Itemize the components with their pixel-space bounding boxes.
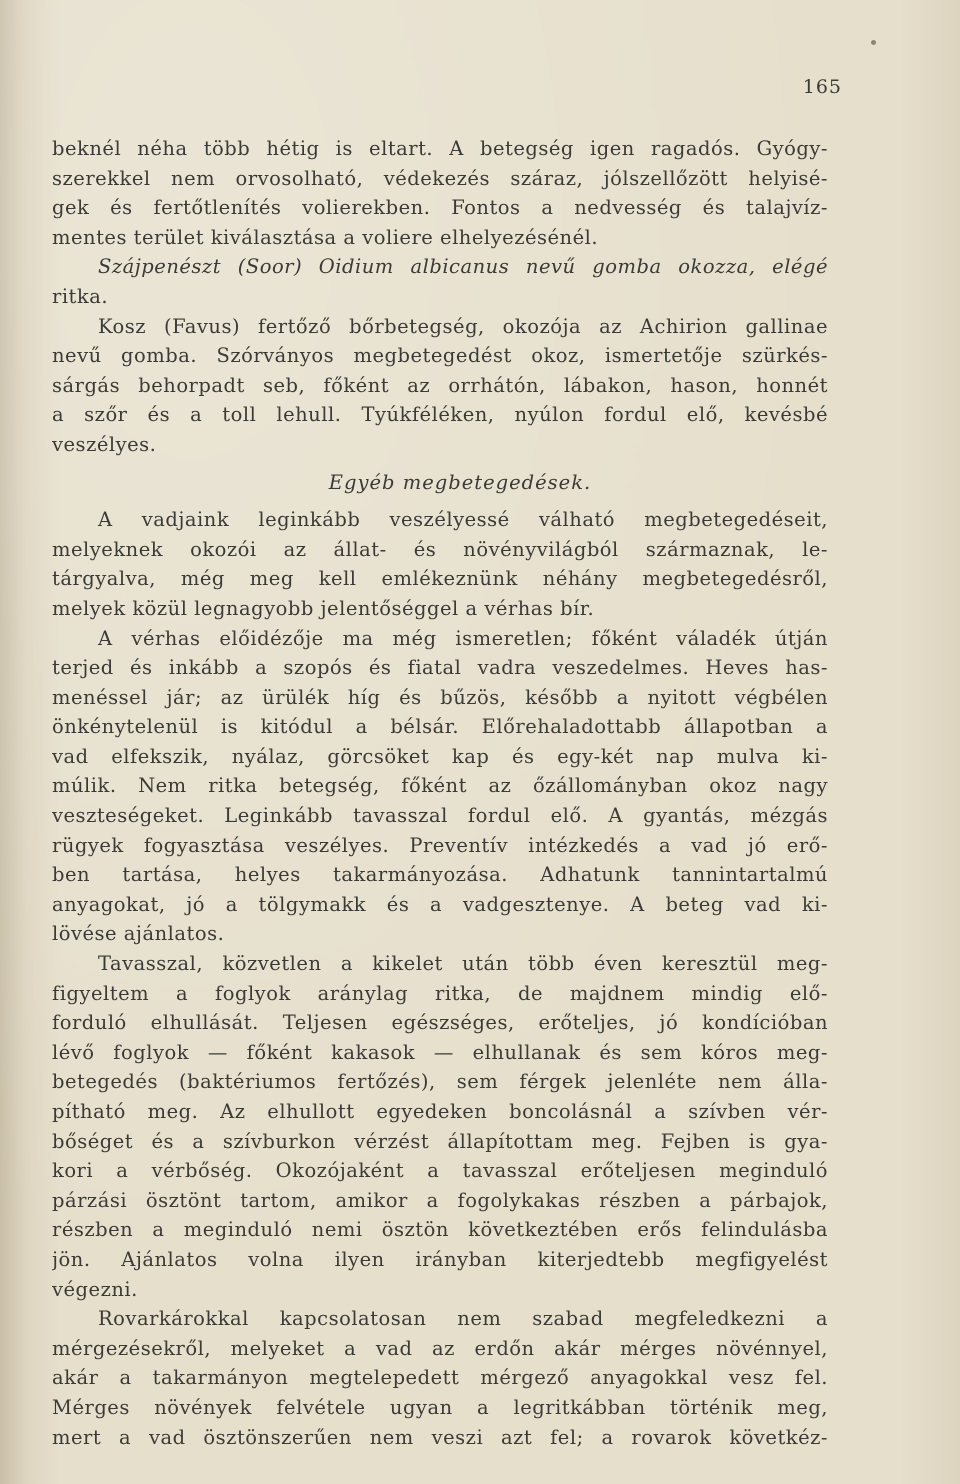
text-line: vad elfekszik, nyálaz, görcsöket kap és egy-két nap mulva ki-	[52, 744, 828, 768]
body-text	[52, 134, 828, 1452]
text-line: lévő foglyok — főként kakasok — elhullanak és sem kóros meg-	[52, 1040, 828, 1064]
text-line: önkénytelenül is kitódul a bélsár. Előrehaladottabb állapotban a	[52, 715, 828, 739]
text-line: nevű gomba. Szórványos megbetegedést okoz, ismertetője szürkés-	[52, 344, 828, 368]
text-line: párzási ösztönt tartom, amikor a fogolykakas részben a párbajok,	[52, 1188, 828, 1212]
text-line: kori a vérbőség. Okozójaként a tavasszal erőteljesen meginduló	[52, 1159, 828, 1183]
text-line: forduló elhullását. Teljesen egészséges, erőteljes, jó kondícióban	[52, 1011, 828, 1035]
text-line: a szőr és a toll lehull. Tyúkféléken, nyúlon fordul elő, kevésbé	[52, 403, 828, 427]
text-line: terjed és inkább a szopós és fiatal vadra veszedelmes. Heves has-	[52, 656, 828, 680]
text-line: mérgezésekről, melyeket a vad az erdőn akár mérges növénnyel,	[52, 1336, 828, 1360]
text-line: szerekkel nem orvosolható, védekezés száraz, jólszellőzött helyisé-	[52, 166, 828, 190]
text-line: mert a vad ösztönszerűen nem veszi azt fel; a rovarok követkéz-	[52, 1425, 828, 1449]
section-heading: Egyéb megbetegedések.	[328, 470, 592, 494]
text-line: Mérges növények felvétele ugyan a legritkábban történik meg,	[52, 1395, 828, 1419]
text-line: A vadjaink leginkább veszélyessé válható megbetegedéseit,	[98, 508, 828, 532]
text-line: lövése ajánlatos.	[52, 922, 225, 946]
text-line: rügyek fogyasztása veszélyes. Preventív intézkedés a vad jó erő-	[52, 833, 828, 857]
text-line: Szájpenészt (Soor) Oidium albicanus nevű gomba okozza, elégé	[98, 255, 828, 279]
text-line: veszteségeket. Leginkább tavasszal fordul elő. A gyantás, mézgás	[52, 804, 828, 828]
text-line: ritka.	[52, 284, 109, 308]
text-line: tárgyalva, még meg kell emlékeznünk néhány megbetegedésről,	[52, 567, 828, 591]
text-line: melyek közül legnagyobb jelentőséggel a vérhas bír.	[52, 596, 595, 620]
text-line: jön. Ajánlatos volna ilyen irányban kiterjedtebb megfigyelést	[52, 1247, 828, 1271]
text-line: Tavasszal, közvetlen a kikelet után több éven keresztül meg-	[98, 952, 828, 976]
text-line: mentes terület kiválasztása a voliere elhelyezésénél.	[52, 225, 599, 249]
text-line: anyagokat, jó a tölgymakk és a vadgesztenye. A beteg vad ki-	[52, 892, 828, 916]
text-line: betegedés (baktériumos fertőzés), sem férgek jelenléte nem álla-	[52, 1070, 828, 1094]
text-line: Rovarkárokkal kapcsolatosan nem szabad megfeledkezni a	[98, 1307, 828, 1331]
text-line: menéssel jár; az ürülék híg és bűzös, később a nyitott végbélen	[52, 685, 828, 709]
text-line: végezni.	[52, 1277, 138, 1301]
text-line: melyeknek okozói az állat- és növényvilágból származnak, le-	[52, 537, 828, 561]
text-line: figyeltem a foglyok aránylag ritka, de majdnem mindig elő-	[52, 981, 828, 1005]
text-line: akár a takarmányon megtelepedett mérgező anyagokkal vesz fel.	[52, 1366, 828, 1390]
text-line: A vérhas előidézője ma még ismeretlen; főként váladék útján	[98, 626, 828, 650]
text-line: gek és fertőtlenítés volierekben. Fontos a nedvesség és talajvíz-	[52, 196, 828, 220]
text-line: sárgás behorpadt seb, főként az orrhátón, lábakon, hason, honnét	[52, 373, 828, 397]
text-line: ben tartása, helyes takarmányozása. Adhatunk tannintartalmú	[52, 863, 828, 887]
text-line: részben a meginduló nemi ösztön következtében erős felindulásba	[52, 1218, 828, 1242]
text-line: pítható meg. Az elhullott egyedeken boncolásnál a szívben vér-	[52, 1100, 828, 1123]
text-line: veszélyes.	[52, 432, 157, 456]
text-line: beknél néha több hétig is eltart. A betegség igen ragadós. Gyógy-	[52, 137, 828, 160]
page-number: 165	[802, 76, 842, 98]
text-line: Kosz (Favus) fertőző bőrbetegség, okozója az Achirion gallinae	[98, 314, 828, 338]
text-line: múlik. Nem ritka betegség, főként az őzállományban okoz nagy	[52, 774, 828, 798]
text-line: bőséget és a szívburkon vérzést állapítottam meg. Fejben is gya-	[52, 1129, 828, 1153]
print-speck	[871, 40, 876, 45]
